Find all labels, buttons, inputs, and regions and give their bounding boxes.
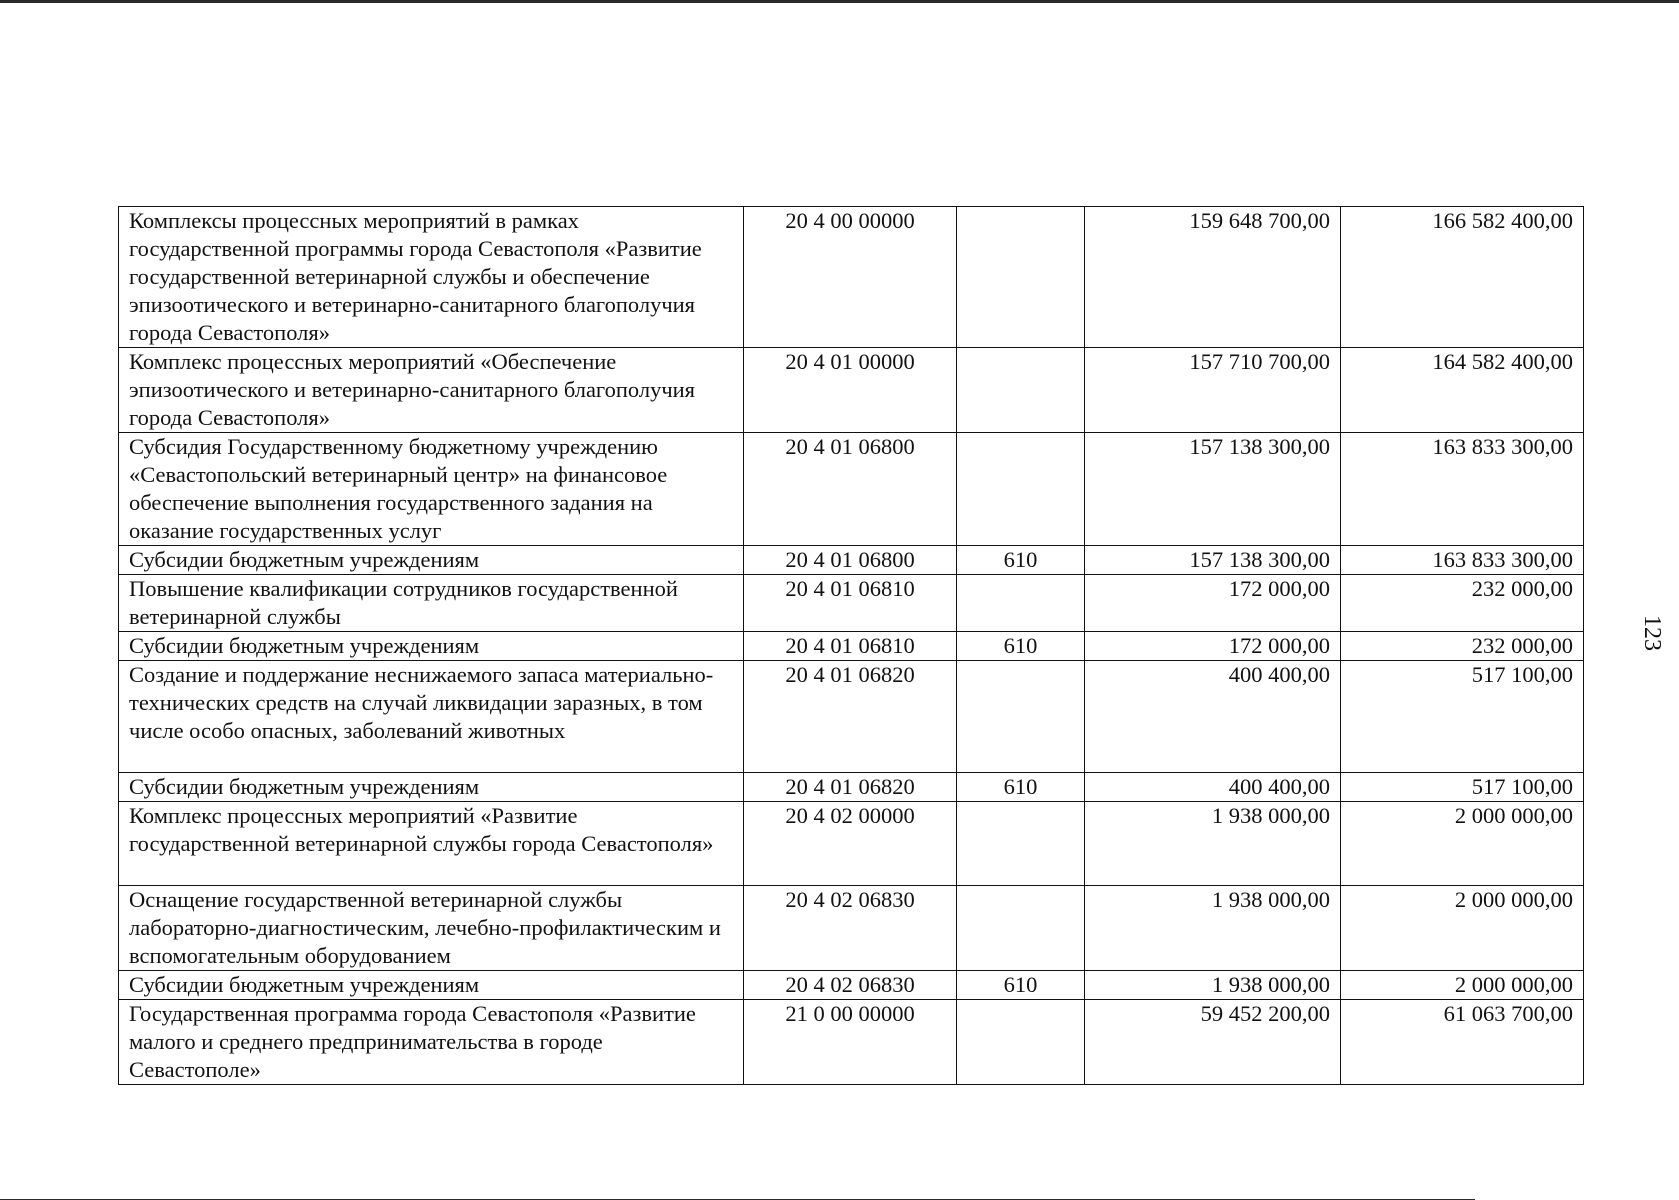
- row-sum-year1-cell: 400 400,00: [1085, 661, 1341, 773]
- row-sum-year2-cell: 163 833 300,00: [1341, 433, 1584, 546]
- table-row: [119, 433, 1584, 546]
- row-sum-year2-cell: 232 000,00: [1341, 575, 1584, 632]
- row-expense-type-cell: [957, 886, 1085, 971]
- row-name-cell: Комплекс процессных мероприятий «Обеспечение эпизоотического и ветеринарно-санитарного благополучия города Севастополя»: [119, 348, 744, 433]
- table-row: [119, 575, 1584, 632]
- row-expense-type-cell: 610: [957, 632, 1085, 661]
- row-expense-type-cell: [957, 1000, 1085, 1085]
- row-sum-year1-cell: 159 648 700,00: [1085, 207, 1341, 348]
- row-expense-type-cell: [957, 433, 1085, 546]
- row-sum-year1-cell: 172 000,00: [1085, 632, 1341, 661]
- table-row: [119, 661, 1584, 773]
- row-sum-year1-cell: 172 000,00: [1085, 575, 1341, 632]
- row-code-cell: 20 4 02 00000: [744, 802, 957, 886]
- row-code-cell: 20 4 01 06810: [744, 575, 957, 632]
- row-sum-year2-cell: 164 582 400,00: [1341, 348, 1584, 433]
- row-expense-type-cell: 610: [957, 773, 1085, 802]
- row-sum-year2-cell: 517 100,00: [1341, 661, 1584, 773]
- row-name-cell: Комплекс процессных мероприятий «Развитие государственной ветеринарной службы города Севастополя»: [119, 802, 744, 886]
- table-row: [119, 632, 1584, 661]
- table-row: [119, 773, 1584, 802]
- row-sum-year1-cell: 157 138 300,00: [1085, 433, 1341, 546]
- table-row: [119, 802, 1584, 886]
- table-row: [119, 971, 1584, 1000]
- row-sum-year2-cell: 517 100,00: [1341, 773, 1584, 802]
- row-sum-year1-cell: 1 938 000,00: [1085, 886, 1341, 971]
- row-sum-year1-cell: 59 452 200,00: [1085, 1000, 1341, 1085]
- row-code-cell: 20 4 01 06800: [744, 433, 957, 546]
- row-code-cell: 20 4 01 00000: [744, 348, 957, 433]
- row-name-cell: Субсидии бюджетным учреждениям: [119, 546, 744, 575]
- row-expense-type-cell: [957, 575, 1085, 632]
- scan-top-edge: [0, 0, 1679, 3]
- page-number: 123: [1639, 615, 1665, 651]
- budget-table: [118, 206, 1584, 1085]
- table-row: [119, 886, 1584, 971]
- row-name-cell: Субсидия Государственному бюджетному учреждению «Севастопольский ветеринарный центр» на финансовое обеспечение выполнения государственного задания на оказание государственных услуг: [119, 433, 744, 546]
- row-code-cell: 20 4 02 06830: [744, 971, 957, 1000]
- row-sum-year2-cell: 163 833 300,00: [1341, 546, 1584, 575]
- row-sum-year2-cell: 61 063 700,00: [1341, 1000, 1584, 1085]
- row-expense-type-cell: 610: [957, 546, 1085, 575]
- row-code-cell: 20 4 01 06800: [744, 546, 957, 575]
- row-code-cell: 20 4 01 06820: [744, 661, 957, 773]
- table-row: [119, 348, 1584, 433]
- row-name-cell: Оснащение государственной ветеринарной службы лабораторно-диагностическим, лечебно-профилактическим и вспомогательным оборудованием: [119, 886, 744, 971]
- row-name-cell: Субсидии бюджетным учреждениям: [119, 773, 744, 802]
- row-expense-type-cell: [957, 802, 1085, 886]
- row-sum-year2-cell: 2 000 000,00: [1341, 886, 1584, 971]
- table-row: [119, 1000, 1584, 1085]
- row-name-cell: Государственная программа города Севастополя «Развитие малого и среднего предпринимательства в городе Севастополе»: [119, 1000, 744, 1085]
- row-sum-year1-cell: 400 400,00: [1085, 773, 1341, 802]
- row-expense-type-cell: [957, 207, 1085, 348]
- row-expense-type-cell: [957, 348, 1085, 433]
- row-sum-year1-cell: 1 938 000,00: [1085, 802, 1341, 886]
- row-expense-type-cell: [957, 661, 1085, 773]
- row-code-cell: 20 4 02 06830: [744, 886, 957, 971]
- row-name-cell: Субсидии бюджетным учреждениям: [119, 971, 744, 1000]
- row-code-cell: 21 0 00 00000: [744, 1000, 957, 1085]
- row-name-cell: Субсидии бюджетным учреждениям: [119, 632, 744, 661]
- table-row: [119, 546, 1584, 575]
- row-sum-year2-cell: 166 582 400,00: [1341, 207, 1584, 348]
- row-sum-year2-cell: 2 000 000,00: [1341, 971, 1584, 1000]
- row-expense-type-cell: 610: [957, 971, 1085, 1000]
- row-sum-year2-cell: 2 000 000,00: [1341, 802, 1584, 886]
- row-sum-year1-cell: 157 138 300,00: [1085, 546, 1341, 575]
- row-name-cell: Комплексы процессных мероприятий в рамках государственной программы города Севастополя «Развитие государственной ветеринарной службы и обеспечение эпизоотического и ветеринарно-санитарного благополучия города Севастополя»: [119, 207, 744, 348]
- row-sum-year1-cell: 157 710 700,00: [1085, 348, 1341, 433]
- row-code-cell: 20 4 01 06810: [744, 632, 957, 661]
- row-code-cell: 20 4 01 06820: [744, 773, 957, 802]
- row-sum-year2-cell: 232 000,00: [1341, 632, 1584, 661]
- budget-table-body: [119, 207, 1584, 1085]
- row-code-cell: 20 4 00 00000: [744, 207, 957, 348]
- row-name-cell: Повышение квалификации сотрудников государственной ветеринарной службы: [119, 575, 744, 632]
- table-row: [119, 207, 1584, 348]
- row-sum-year1-cell: 1 938 000,00: [1085, 971, 1341, 1000]
- row-name-cell: Создание и поддержание неснижаемого запаса материально-технических средств на случай ликвидации заразных, в том числе особо опасных, заболеваний животных: [119, 661, 744, 773]
